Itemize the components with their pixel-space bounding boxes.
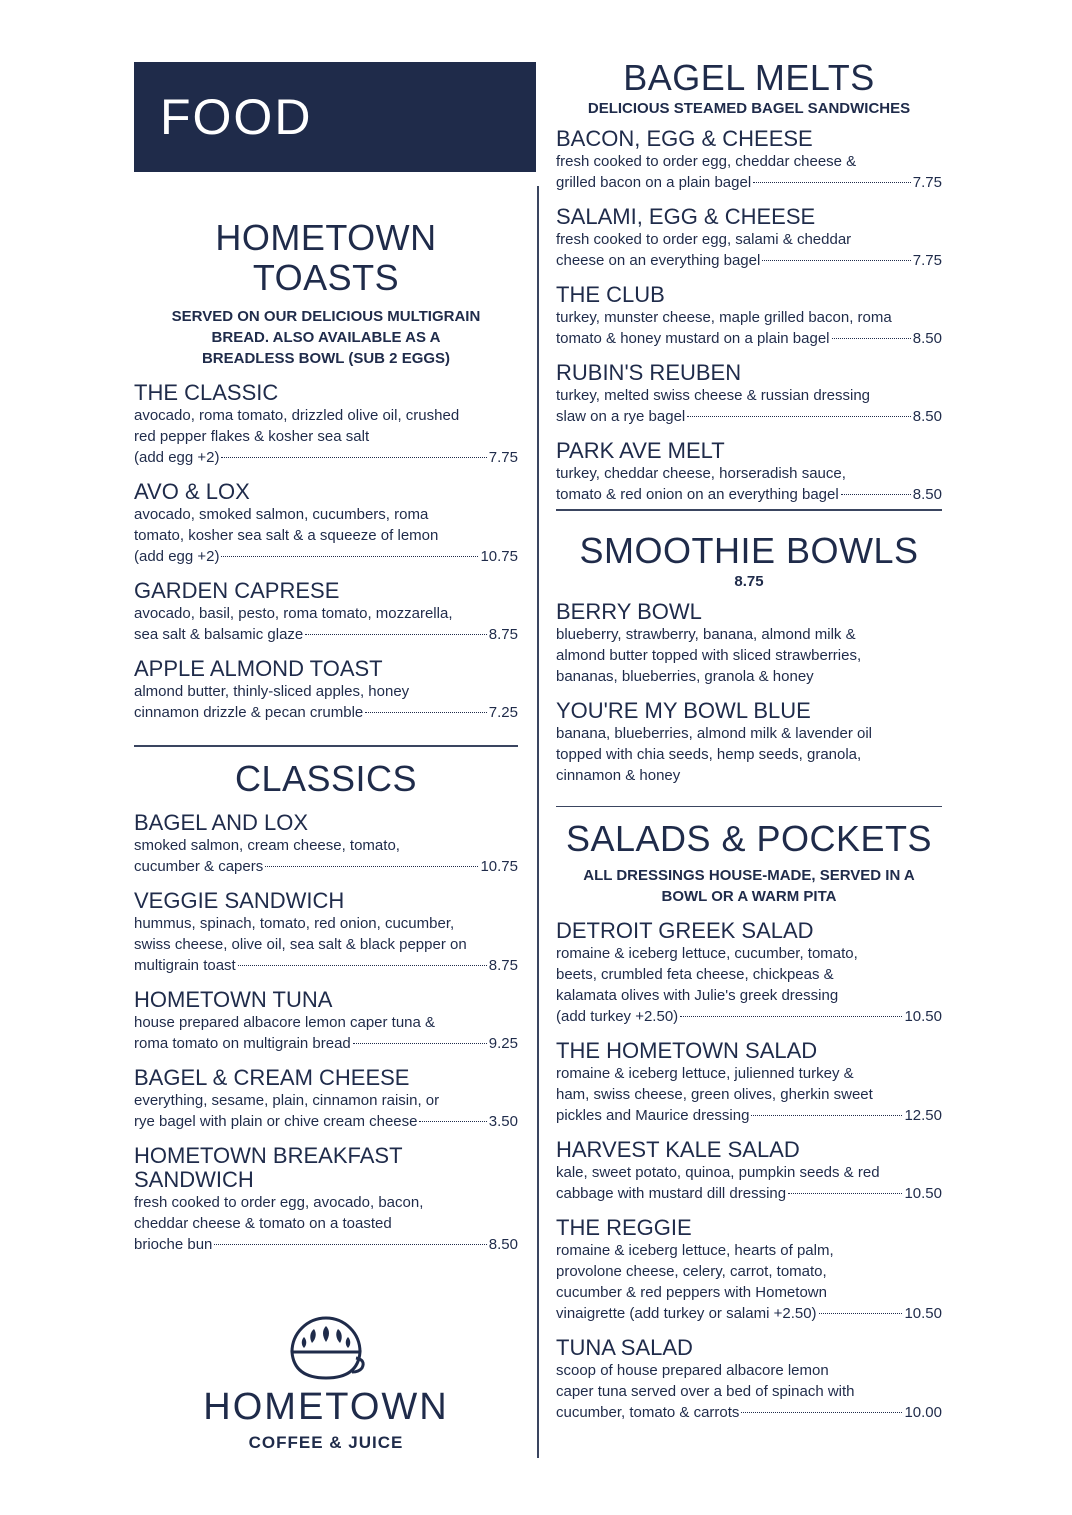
menu-item-description-line: romaine & iceberg lettuce, julienned turkey & bbox=[556, 1065, 854, 1082]
menu-item-description bbox=[134, 1090, 518, 1132]
menu-item-price: 8.75 bbox=[488, 626, 518, 643]
menu-item bbox=[134, 657, 518, 723]
menu-item-price: 8.50 bbox=[912, 408, 942, 425]
menu-item-price-line bbox=[556, 1183, 942, 1204]
menu-item-description-line: house prepared albacore lemon caper tuna & bbox=[134, 1013, 436, 1031]
menu-item-price-line bbox=[134, 546, 518, 567]
menu-item-price: 8.50 bbox=[912, 330, 942, 347]
dot-leader bbox=[841, 494, 911, 495]
menu-item-description-line: hummus, spinach, tomato, red onion, cucumber, bbox=[134, 914, 455, 932]
menu-item-description-line: scoop of house prepared albacore lemon bbox=[556, 1362, 829, 1379]
menu-item bbox=[556, 361, 942, 427]
coffee-cup-icon bbox=[286, 1316, 366, 1382]
menu-item-description-line: avocado, roma tomato, drizzled olive oil, crushed bbox=[134, 407, 460, 424]
menu-item-price: 7.75 bbox=[912, 174, 942, 191]
menu-item-price-line bbox=[134, 1033, 518, 1054]
logo-name: HOMETOWN bbox=[203, 1386, 449, 1428]
dot-leader bbox=[819, 1313, 903, 1314]
menu-item-price-line bbox=[556, 1105, 942, 1126]
dot-leader bbox=[305, 634, 487, 635]
menu-item-name: BAGEL & CREAM CHEESE bbox=[134, 1064, 410, 1090]
menu-item-description bbox=[556, 1162, 942, 1204]
menu-item-description-line: cheddar cheese & tomato on a toasted bbox=[134, 1214, 392, 1232]
menu-item-description-line: slaw on a rye bagel bbox=[556, 408, 686, 425]
menu-item-description bbox=[556, 385, 942, 427]
menu-item bbox=[556, 1039, 942, 1126]
menu-item-description-line: cucumber & red peppers with Hometown bbox=[556, 1284, 827, 1301]
dot-leader bbox=[687, 416, 911, 417]
menu-item-price: 8.50 bbox=[488, 1235, 518, 1253]
menu-item bbox=[556, 1138, 942, 1204]
dot-leader bbox=[221, 556, 478, 557]
menu-item-description bbox=[556, 624, 942, 687]
menu-item-description-line: banana, blueberries, almond milk & lavender oil bbox=[556, 724, 873, 742]
toasts-subtitle-line: BREADLESS BOWL (SUB 2 EGGS) bbox=[201, 350, 451, 367]
menu-item-description-line: tomato & honey mustard on a plain bagel bbox=[556, 330, 830, 347]
menu-item-price: 10.50 bbox=[904, 1008, 942, 1025]
toasts-subtitle bbox=[134, 306, 518, 369]
menu-item-description bbox=[134, 835, 518, 877]
menu-item-description-line: rye bagel with plain or chive cream cheese bbox=[134, 1112, 418, 1130]
menu-item-description-line: (add egg +2) bbox=[134, 548, 220, 565]
menu-item-description bbox=[134, 681, 518, 723]
divider bbox=[556, 509, 942, 511]
menu-item-description-line: cabbage with mustard dill dressing bbox=[556, 1185, 787, 1202]
salads-subtitle bbox=[556, 865, 942, 907]
menu-item-name: BAGEL AND LOX bbox=[134, 809, 309, 835]
menu-item-description-line: caper tuna served over a bed of spinach with bbox=[556, 1383, 855, 1400]
menu-item-price-line bbox=[134, 856, 518, 877]
menu-item-name: TUNA SALAD bbox=[556, 1335, 693, 1360]
menu-item-description-line: vinaigrette (add turkey or salami +2.50) bbox=[556, 1305, 817, 1322]
menu-item-description-line: cinnamon drizzle & pecan crumble bbox=[134, 704, 364, 721]
menu-item-name: GARDEN CAPRESE bbox=[134, 578, 340, 603]
menu-item bbox=[134, 1066, 518, 1132]
toasts-title-line: HOMETOWN bbox=[215, 217, 437, 258]
menu-item-price-line bbox=[556, 484, 942, 505]
smoothie-bowls-items bbox=[556, 600, 942, 786]
menu-item-price-line bbox=[556, 406, 942, 427]
menu-item-price: 9.25 bbox=[488, 1034, 518, 1052]
menu-item-description bbox=[556, 1063, 942, 1126]
classics-items bbox=[134, 811, 518, 1255]
menu-item-description-line: provolone cheese, celery, carrot, tomato, bbox=[556, 1263, 827, 1280]
menu-item-description bbox=[556, 1240, 942, 1324]
dot-leader bbox=[265, 866, 478, 867]
right-column bbox=[556, 58, 942, 1423]
menu-item-description-line: almond butter topped with sliced strawberries, bbox=[556, 646, 862, 664]
menu-item-name: PARK AVE MELT bbox=[556, 438, 725, 463]
toasts-title-line: TOASTS bbox=[252, 257, 400, 298]
menu-item-price: 7.75 bbox=[912, 252, 942, 269]
menu-item-description bbox=[134, 504, 518, 567]
menu-item-name: HARVEST KALE SALAD bbox=[556, 1137, 800, 1162]
toasts-subtitle-line: SERVED ON OUR DELICIOUS MULTIGRAIN bbox=[171, 308, 481, 325]
menu-item bbox=[556, 127, 942, 193]
menu-item-price-line bbox=[556, 250, 942, 271]
menu-item-description-line: bananas, blueberries, granola & honey bbox=[556, 667, 814, 685]
menu-item-description-line: pickles and Maurice dressing bbox=[556, 1107, 750, 1124]
menu-item-description-line: grilled bacon on a plain bagel bbox=[556, 174, 752, 191]
dot-leader bbox=[365, 712, 487, 713]
menu-item bbox=[556, 1336, 942, 1423]
menu-item-description bbox=[134, 603, 518, 645]
menu-item-name: RUBIN'S REUBEN bbox=[556, 360, 742, 385]
dot-leader bbox=[788, 1193, 902, 1194]
menu-item-name: APPLE ALMOND TOAST bbox=[134, 656, 383, 681]
toasts-subtitle-line: BREAD. ALSO AVAILABLE AS A bbox=[211, 329, 441, 346]
menu-item-description-line: cucumber, tomato & carrots bbox=[556, 1404, 740, 1421]
menu-item-name: AVO & LOX bbox=[134, 479, 250, 504]
menu-item-description bbox=[134, 1192, 518, 1255]
menu-item-description-line: multigrain toast bbox=[134, 956, 236, 974]
menu-item bbox=[134, 1144, 518, 1255]
menu-item-price-line bbox=[556, 1006, 942, 1027]
menu-item bbox=[556, 1216, 942, 1324]
menu-item-description-line: red pepper flakes & kosher sea salt bbox=[134, 428, 370, 445]
menu-item-price-line bbox=[134, 1234, 518, 1255]
dot-leader bbox=[751, 1115, 902, 1116]
dot-leader bbox=[832, 338, 911, 339]
menu-item-price: 10.50 bbox=[904, 1305, 942, 1322]
menu-item-name: BACON, EGG & CHEESE bbox=[556, 126, 813, 151]
column-divider bbox=[537, 186, 539, 1458]
menu-item-description-line: cinnamon & honey bbox=[556, 766, 681, 784]
menu-item-description-line: cheese on an everything bagel bbox=[556, 252, 761, 269]
menu-item-description bbox=[556, 1360, 942, 1423]
menu-item-description-line: cucumber & capers bbox=[134, 857, 264, 875]
menu-item bbox=[134, 381, 518, 468]
menu-item-price: 7.25 bbox=[488, 704, 518, 721]
menu-item-description-line: kale, sweet potato, quinoa, pumpkin seeds & red bbox=[556, 1164, 880, 1181]
menu-item-price: 12.50 bbox=[904, 1107, 942, 1124]
menu-item-price: 10.50 bbox=[904, 1185, 942, 1202]
menu-item-description-line: fresh cooked to order egg, cheddar cheese & bbox=[556, 153, 857, 170]
toasts-items bbox=[134, 381, 518, 723]
dot-leader bbox=[753, 182, 911, 183]
menu-item-description-line: beets, crumbled feta cheese, chickpeas & bbox=[556, 966, 834, 983]
menu-item-price-line bbox=[556, 172, 942, 193]
menu-item-price-line bbox=[134, 1111, 518, 1132]
menu-item-name: HOMETOWN BREAKFAST SANDWICH bbox=[134, 1142, 403, 1192]
food-banner bbox=[134, 62, 536, 172]
menu-item bbox=[134, 579, 518, 645]
menu-item-description-line: blueberry, strawberry, banana, almond milk & bbox=[556, 625, 856, 643]
dot-leader bbox=[214, 1244, 486, 1245]
menu-item-price-line bbox=[556, 1303, 942, 1324]
menu-item-description-line: fresh cooked to order egg, salami & cheddar bbox=[556, 231, 852, 248]
menu-item-description-line: sea salt & balsamic glaze bbox=[134, 626, 304, 643]
menu-item bbox=[134, 811, 518, 877]
menu-item-description-line: ham, swiss cheese, green olives, gherkin sweet bbox=[556, 1086, 873, 1103]
menu-item bbox=[556, 283, 942, 349]
menu-item-description bbox=[556, 229, 942, 271]
menu-item-description bbox=[556, 943, 942, 1027]
menu-item bbox=[556, 205, 942, 271]
dot-leader bbox=[680, 1016, 902, 1017]
menu-item-price-line bbox=[134, 702, 518, 723]
menu-item-description-line: turkey, cheddar cheese, horseradish sauce, bbox=[556, 465, 846, 482]
menu-item-name: VEGGIE SANDWICH bbox=[134, 887, 345, 913]
menu-item-description-line: tomato & red onion on an everything bagel bbox=[556, 486, 839, 503]
menu-item-description-line: smoked salmon, cream cheese, tomato, bbox=[134, 836, 400, 854]
menu-item bbox=[556, 699, 942, 786]
menu-item-description-line: romaine & iceberg lettuce, cucumber, tomato, bbox=[556, 945, 858, 962]
menu-item-description-line: topped with chia seeds, hemp seeds, granola, bbox=[556, 745, 862, 763]
menu-item-name: THE HOMETOWN SALAD bbox=[556, 1038, 818, 1063]
left-column bbox=[134, 62, 518, 1255]
menu-item bbox=[134, 480, 518, 567]
menu-item-price-line bbox=[134, 447, 518, 468]
menu-item bbox=[556, 919, 942, 1027]
menu-item-description bbox=[556, 723, 942, 786]
divider bbox=[556, 806, 942, 808]
menu-item-price: 8.50 bbox=[912, 486, 942, 503]
menu-item-description-line: almond butter, thinly-sliced apples, honey bbox=[134, 683, 410, 700]
menu-item-description-line: brioche bun bbox=[134, 1235, 213, 1253]
menu-item-description bbox=[556, 151, 942, 193]
menu-item-price: 7.75 bbox=[488, 449, 518, 466]
menu-item-name: BERRY BOWL bbox=[556, 598, 702, 624]
menu-item-name: THE CLASSIC bbox=[134, 380, 279, 405]
menu-item-price: 3.50 bbox=[488, 1112, 518, 1130]
menu-item-description-line: everything, sesame, plain, cinnamon raisin, or bbox=[134, 1091, 440, 1109]
menu-item-price-line bbox=[556, 328, 942, 349]
menu-item-description-line: turkey, melted swiss cheese & russian dressing bbox=[556, 387, 871, 404]
dot-leader bbox=[762, 260, 910, 261]
menu-item-name: THE REGGIE bbox=[556, 1215, 692, 1240]
menu-item-name: HOMETOWN TUNA bbox=[134, 986, 333, 1012]
salads-subtitle-line: BOWL OR A WARM PITA bbox=[661, 888, 837, 905]
menu-item-price: 10.00 bbox=[904, 1404, 942, 1421]
toasts-title bbox=[134, 218, 518, 298]
menu-item-price-line bbox=[134, 624, 518, 645]
menu-item-name: THE CLUB bbox=[556, 282, 665, 307]
menu-item-price-line bbox=[556, 1402, 942, 1423]
menu-item-description bbox=[134, 913, 518, 976]
bagel-melts-title: BAGEL MELTS bbox=[623, 57, 875, 98]
dot-leader bbox=[221, 457, 486, 458]
menu-item-description-line: (add egg +2) bbox=[134, 449, 220, 466]
menu-item-description-line: turkey, munster cheese, maple grilled bacon, roma bbox=[556, 309, 892, 326]
logo-subtitle: COFFEE & JUICE bbox=[248, 1433, 404, 1452]
menu-item-description-line: kalamata olives with Julie's greek dressing bbox=[556, 987, 839, 1004]
menu-item-description-line: swiss cheese, olive oil, sea salt & black pepper on bbox=[134, 935, 467, 953]
salads-items bbox=[556, 919, 942, 1423]
menu-item-price-line bbox=[134, 955, 518, 976]
dot-leader bbox=[419, 1121, 486, 1122]
menu-item-description bbox=[134, 1012, 518, 1054]
menu-item-description bbox=[556, 307, 942, 349]
menu-item-price: 8.75 bbox=[488, 956, 518, 974]
menu-item-description-line: (add turkey +2.50) bbox=[556, 1008, 679, 1025]
salads-title: SALADS & POCKETS bbox=[565, 818, 933, 859]
salads-subtitle-line: ALL DRESSINGS HOUSE-MADE, SERVED IN A bbox=[583, 867, 915, 884]
hometown-logo bbox=[134, 1316, 518, 1453]
menu-item-description-line: avocado, smoked salmon, cucumbers, roma bbox=[134, 506, 429, 523]
menu-item-description-line: romaine & iceberg lettuce, hearts of palm, bbox=[556, 1242, 834, 1259]
menu-item-price: 10.75 bbox=[480, 857, 518, 875]
dot-leader bbox=[238, 965, 487, 966]
dot-leader bbox=[741, 1412, 902, 1413]
menu-item-name: YOU'RE MY BOWL BLUE bbox=[556, 697, 811, 723]
menu-item-description-line: avocado, basil, pesto, roma tomato, mozzarella, bbox=[134, 605, 453, 622]
menu-item bbox=[134, 988, 518, 1054]
menu-item-price: 10.75 bbox=[480, 548, 518, 565]
menu-item bbox=[556, 600, 942, 687]
menu-item bbox=[134, 889, 518, 976]
smoothie-bowls-price: 8.75 bbox=[734, 572, 764, 590]
menu-item-description bbox=[556, 463, 942, 505]
menu-item bbox=[556, 439, 942, 505]
menu-item-description bbox=[134, 405, 518, 468]
menu-item-description-line: fresh cooked to order egg, avocado, bacon, bbox=[134, 1193, 424, 1211]
menu-item-name: SALAMI, EGG & CHEESE bbox=[556, 204, 816, 229]
menu-item-description-line: roma tomato on multigrain bread bbox=[134, 1034, 351, 1052]
bagel-melts-items bbox=[556, 127, 942, 505]
food-title: FOOD bbox=[160, 89, 313, 145]
smoothie-bowls-title: SMOOTHIE BOWLS bbox=[579, 529, 919, 571]
divider bbox=[134, 745, 518, 747]
dot-leader bbox=[353, 1043, 487, 1044]
menu-item-name: DETROIT GREEK SALAD bbox=[556, 918, 814, 943]
bagel-melts-subtitle: DELICIOUS STEAMED BAGEL SANDWICHES bbox=[587, 100, 911, 117]
menu-item-description-line: tomato, kosher sea salt & a squeeze of lemon bbox=[134, 527, 439, 544]
classics-title: CLASSICS bbox=[234, 757, 418, 799]
